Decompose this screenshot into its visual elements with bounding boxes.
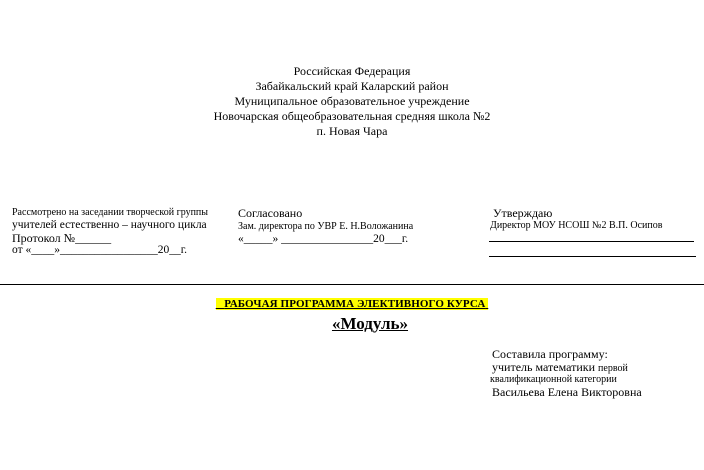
signature-line bbox=[489, 241, 694, 242]
header-line-school-name: Новочарская общеобразовательная средняя школа №2 bbox=[213, 109, 491, 123]
director-name: Директор МОУ НСОШ №2 В.П. Осипов bbox=[490, 220, 663, 231]
author-name: Васильева Елена Викторовна bbox=[492, 385, 642, 399]
divider bbox=[0, 284, 704, 285]
reviewed-label: Рассмотрено на заседании творческой группы bbox=[12, 207, 209, 218]
author-position-grade: первой bbox=[598, 363, 628, 374]
author-position bbox=[492, 360, 628, 375]
school-header bbox=[0, 64, 704, 139]
author-position-text: учитель математики bbox=[492, 360, 599, 374]
author-label: Составила программу: bbox=[492, 347, 608, 361]
agreed-date: «_____» ________________20___г. bbox=[238, 233, 409, 245]
header-line-country: Российская Федерация bbox=[293, 64, 411, 78]
approved-label: Утверждаю bbox=[493, 206, 553, 220]
deputy-director: Зам. директора по УВР Е. Н.Воложанина bbox=[238, 221, 414, 232]
header-line-region: Забайкальский край Каларский район bbox=[255, 79, 449, 93]
agreed-label: Согласовано bbox=[238, 206, 303, 220]
header-line-institution-type: Муниципальное образовательное учреждение bbox=[234, 94, 470, 108]
protocol-date: от «____»_________________20__г. bbox=[12, 244, 188, 256]
date-line bbox=[489, 256, 696, 257]
header-line-settlement: п. Новая Чара bbox=[316, 124, 388, 138]
program-subtitle: «Модуль» bbox=[331, 314, 409, 333]
program-title bbox=[216, 298, 489, 310]
program-title-wrap bbox=[0, 298, 704, 310]
protocol-number: Протокол №______ bbox=[12, 231, 112, 245]
program-title-text: РАБОЧАЯ ПРОГРАММА ЭЛЕКТИВНОГО КУРСА bbox=[224, 298, 486, 310]
author-category: квалификационной категории bbox=[490, 374, 617, 385]
reviewed-group: учителей естественно – научного цикла bbox=[12, 219, 207, 231]
